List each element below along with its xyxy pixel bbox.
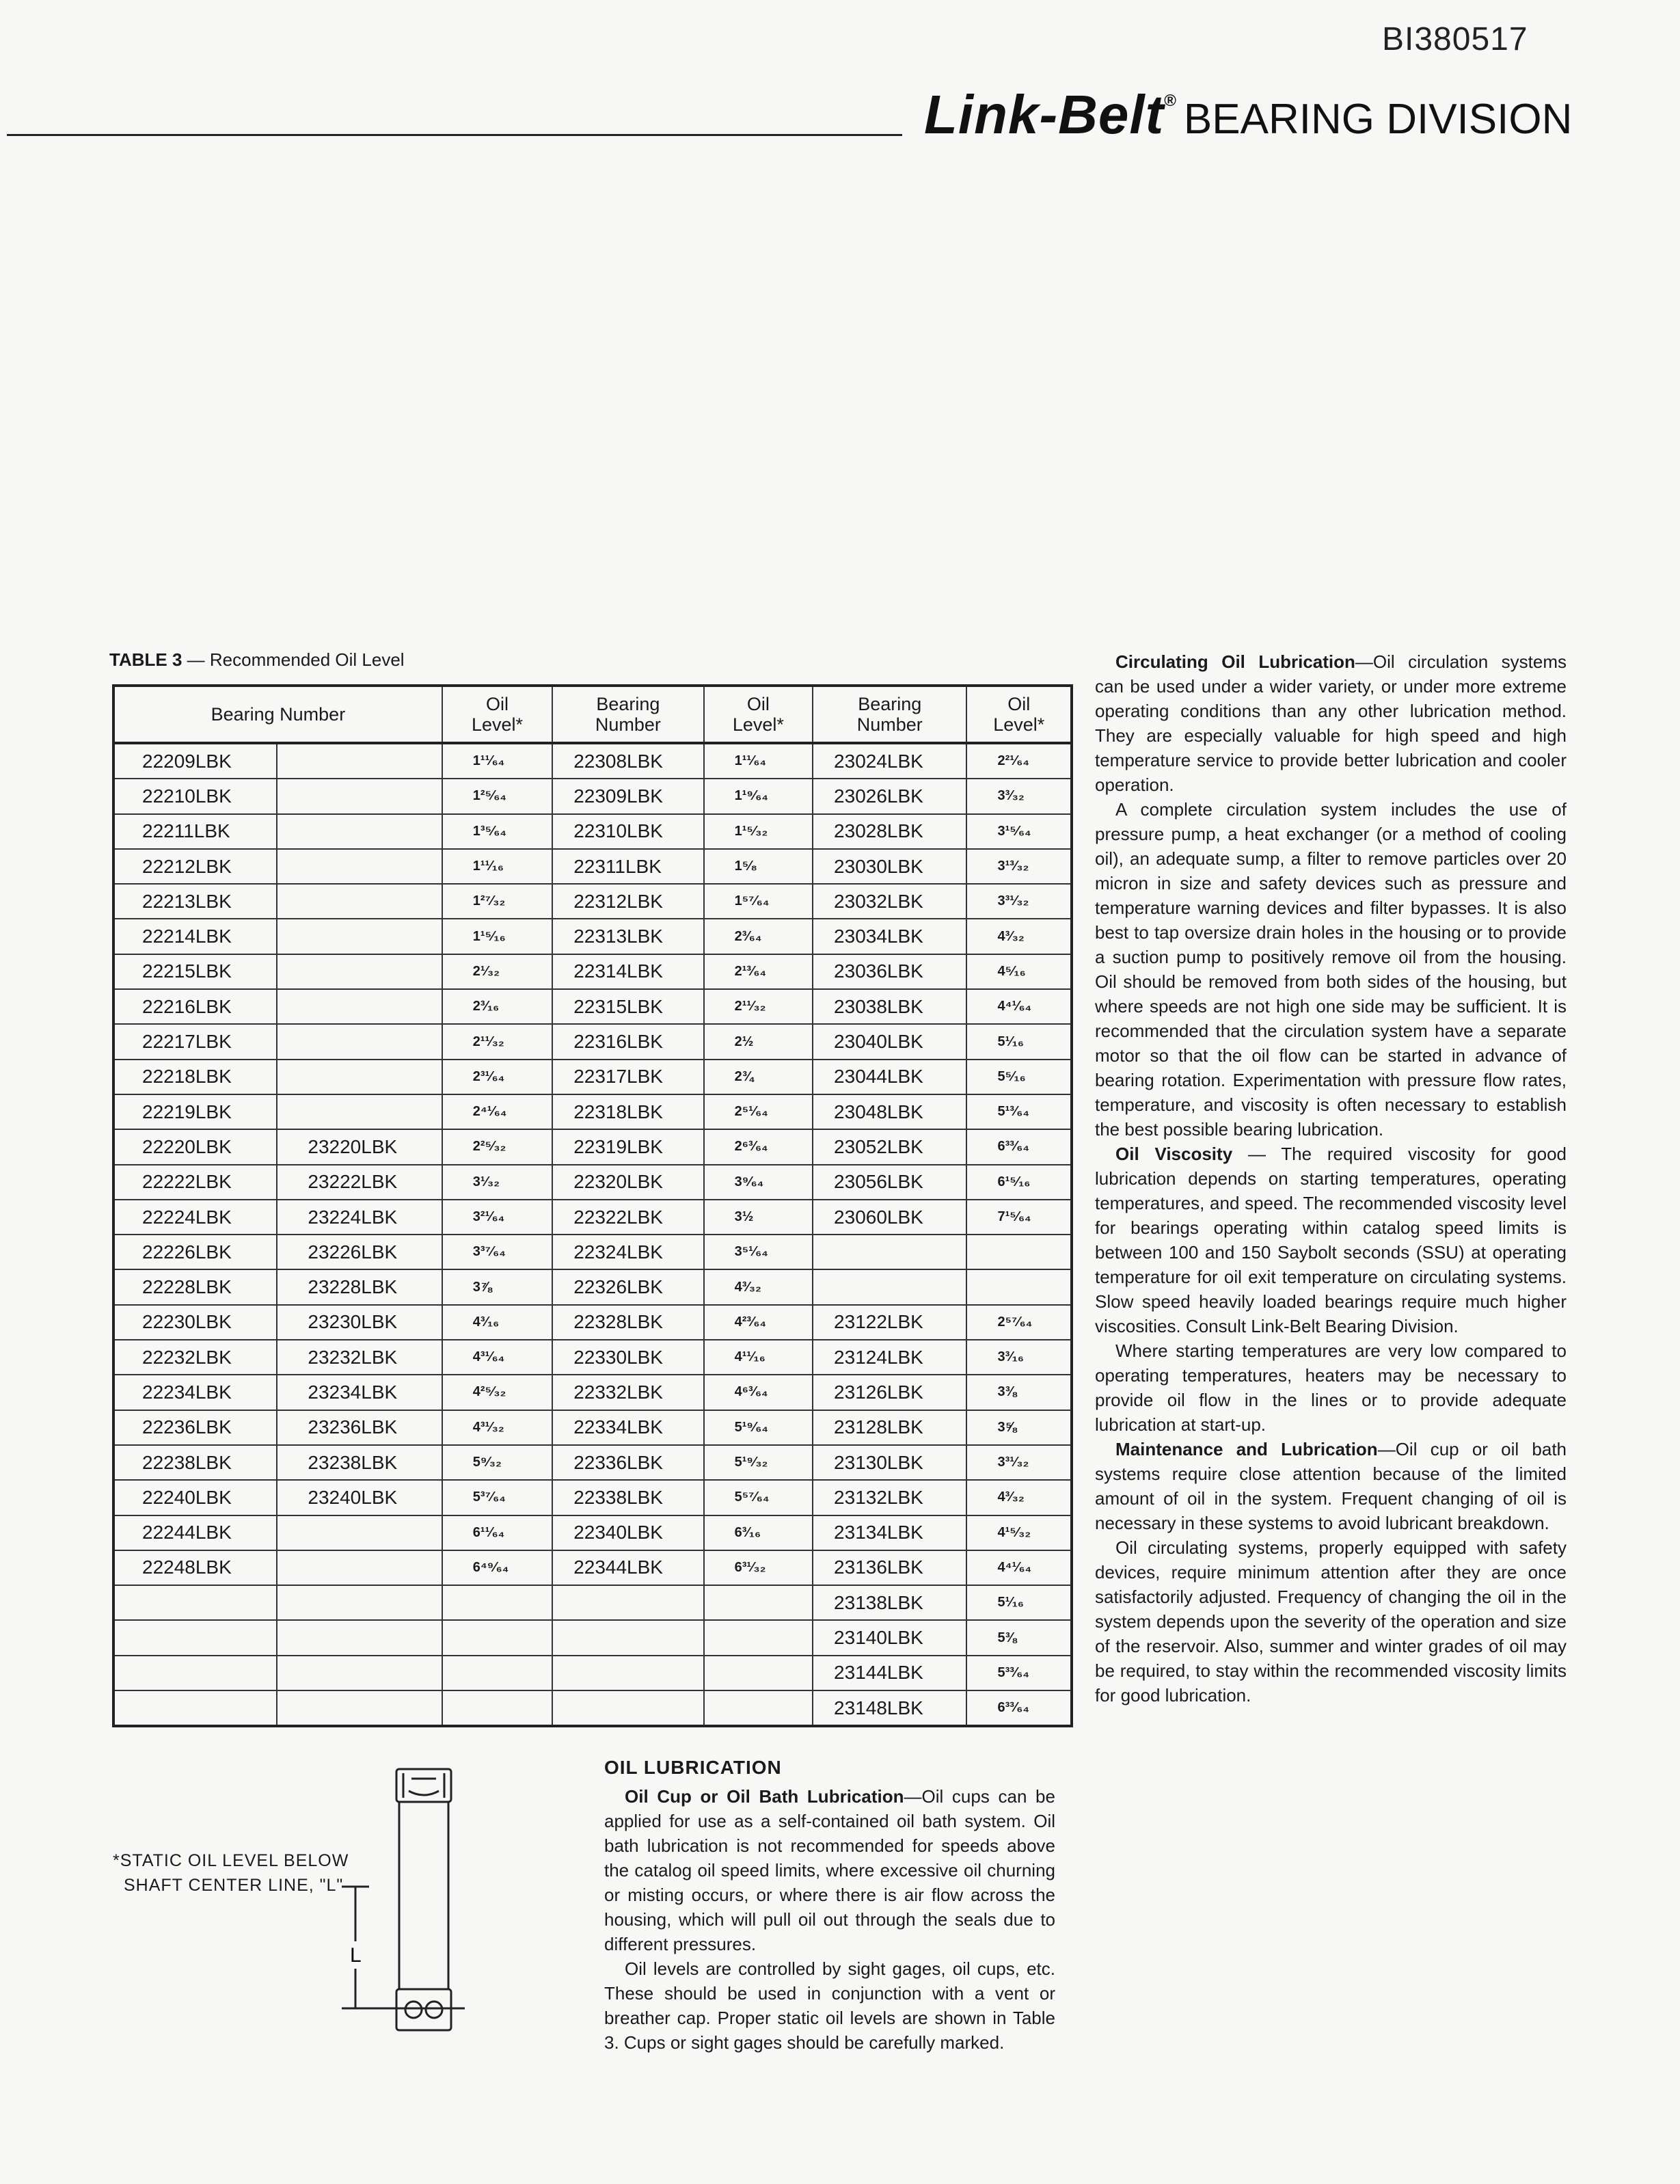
bearing-number-cell xyxy=(113,1656,277,1690)
bearing-number-cell xyxy=(552,1620,703,1655)
paragraph-oil-levels: Oil levels are controlled by sight gages, oil cups, etc. These should be used in conjunction with a vent or breather cap. Proper static oil levels are shown in Table 3. Cups or sight gages should be carefully marked. xyxy=(604,1958,1055,2053)
bearing-number-cell: 22212LBK xyxy=(113,849,277,884)
oil-level-cell: 5¹⁄₁₆ xyxy=(966,1024,1072,1059)
bearing-housing-diagram xyxy=(328,1764,465,2044)
oil-level-cell: 2¾ xyxy=(704,1060,813,1094)
bearing-number-cell xyxy=(277,1060,442,1094)
bearing-number-cell: 22228LBK xyxy=(113,1269,277,1304)
oil-level-cell: 2⁵¹⁄₆₄ xyxy=(704,1094,813,1129)
header-rule xyxy=(7,134,902,136)
oil-level-cell xyxy=(442,1690,552,1726)
oil-level-cell: 5⁵⁷⁄₆₄ xyxy=(704,1480,813,1515)
table-row xyxy=(113,989,1072,1024)
oil-level-cell: 2¹¹⁄₃₂ xyxy=(442,1024,552,1059)
bearing-number-cell xyxy=(277,919,442,954)
oil-level-cell: 3³⁄₁₆ xyxy=(966,1340,1072,1375)
table-header-cell: Bearing Number xyxy=(813,686,966,743)
bearing-number-cell: 22340LBK xyxy=(552,1515,703,1550)
bearing-number-cell: 22332LBK xyxy=(552,1375,703,1410)
oil-level-cell: 4¹⁵⁄₃₂ xyxy=(966,1515,1072,1550)
oil-level-cell: 4²⁵⁄₃₂ xyxy=(442,1375,552,1410)
oil-level-cell: 4⁵⁄₁₆ xyxy=(966,954,1072,989)
oil-level-cell: 3³⁄₃₂ xyxy=(966,779,1072,813)
bearing-number-cell: 22344LBK xyxy=(552,1550,703,1585)
table-row xyxy=(113,1445,1072,1480)
oil-level-cell: 7¹⁵⁄₆₄ xyxy=(966,1200,1072,1235)
bearing-number-cell xyxy=(277,814,442,849)
bearing-number-cell: 23230LBK xyxy=(277,1305,442,1340)
oil-level-cell: 1⁵⁄₈ xyxy=(704,849,813,884)
bearing-number-cell: 22315LBK xyxy=(552,989,703,1024)
bearing-number-cell: 23128LBK xyxy=(813,1410,966,1445)
table-row xyxy=(113,1656,1072,1690)
oil-lubrication-column xyxy=(604,1784,1055,2055)
paragraph-circulating: Circulating Oil Lubrication—Oil circulation systems can be used under a wider variety, or under more extreme operating conditions than any other lubrication method. They are especially valuable for high speed and high temperature service to provide better lubrication and cooler operation. xyxy=(1095,651,1567,795)
bearing-number-cell: 22248LBK xyxy=(113,1550,277,1585)
oil-level-cell: 2²⁵⁄₃₂ xyxy=(442,1129,552,1164)
table-row xyxy=(113,1620,1072,1655)
bearing-number-cell: 23038LBK xyxy=(813,989,966,1024)
table-row xyxy=(113,1129,1072,1164)
oil-level-cell: 5⅜ xyxy=(966,1620,1072,1655)
table-header-row xyxy=(113,686,1072,743)
oil-level-cell: 4³¹⁄₆₄ xyxy=(442,1340,552,1375)
bearing-number-cell xyxy=(277,1690,442,1726)
oil-level-cell: 4³⁄₃₂ xyxy=(966,1480,1072,1515)
bearing-number-cell: 22222LBK xyxy=(113,1165,277,1200)
table-row xyxy=(113,814,1072,849)
bearing-number-cell: 22313LBK xyxy=(552,919,703,954)
bearing-number-cell: 23228LBK xyxy=(277,1269,442,1304)
bearing-number-cell: 23122LBK xyxy=(813,1305,966,1340)
bearing-number-cell xyxy=(277,1620,442,1655)
bearing-number-cell: 23236LBK xyxy=(277,1410,442,1445)
right-text-column xyxy=(1095,649,1567,1708)
bearing-number-cell: 23232LBK xyxy=(277,1340,442,1375)
table-row xyxy=(113,1305,1072,1340)
bearing-number-cell: 22328LBK xyxy=(552,1305,703,1340)
oil-level-cell xyxy=(442,1585,552,1620)
table-row xyxy=(113,1340,1072,1375)
bearing-number-cell xyxy=(277,954,442,989)
bearing-number-cell xyxy=(277,743,442,779)
bearing-number-cell: 22322LBK xyxy=(552,1200,703,1235)
bearing-number-cell xyxy=(277,779,442,813)
bearing-number-cell: 22314LBK xyxy=(552,954,703,989)
bearing-number-cell xyxy=(552,1656,703,1690)
table-row xyxy=(113,1515,1072,1550)
oil-level-cell: 6⁴⁹⁄₆₄ xyxy=(442,1550,552,1585)
bearing-number-cell: 23132LBK xyxy=(813,1480,966,1515)
oil-level-cell: 5¹⁹⁄₆₄ xyxy=(704,1410,813,1445)
paragraph-oil-cup: Oil Cup or Oil Bath Lubrication—Oil cups can be applied for use as a self-contained oil bath system. Oil bath lubrication is not recommended for speeds above the catalog oil speed limits, where excessive oil churning or misting occurs, or where there is air flow across the housing, which will pull oil out through the seals due to different pressures. xyxy=(604,1786,1055,1954)
table-header-cell: Oil Level* xyxy=(704,686,813,743)
bearing-number-cell: 22216LBK xyxy=(113,989,277,1024)
oil-level-cell: 5³⁷⁄₆₄ xyxy=(442,1480,552,1515)
bearing-number-cell: 22238LBK xyxy=(113,1445,277,1480)
oil-level-cell: 6¹⁵⁄₁₆ xyxy=(966,1165,1072,1200)
bearing-number-cell: 22319LBK xyxy=(552,1129,703,1164)
bearing-number-cell: 22320LBK xyxy=(552,1165,703,1200)
bearing-number-cell: 23044LBK xyxy=(813,1060,966,1094)
bearing-number-cell: 22213LBK xyxy=(113,884,277,919)
oil-level-cell: 1²⁷⁄₃₂ xyxy=(442,884,552,919)
oil-lubrication-title: OIL LUBRICATION xyxy=(604,1757,782,1778)
oil-level-cell: 2⁵⁷⁄₆₄ xyxy=(966,1305,1072,1340)
oil-level-cell: 4⁶³⁄₆₄ xyxy=(704,1375,813,1410)
bearing-number-cell: 22326LBK xyxy=(552,1269,703,1304)
bearing-number-cell: 22336LBK xyxy=(552,1445,703,1480)
bearing-number-cell: 22318LBK xyxy=(552,1094,703,1129)
bearing-number-cell xyxy=(277,849,442,884)
oil-level-cell: 2³⁄₆₄ xyxy=(704,919,813,954)
diagram-note: *STATIC OIL LEVEL BELOW SHAFT CENTER LINE, "L" xyxy=(113,1851,349,1895)
bearing-number-cell: 22312LBK xyxy=(552,884,703,919)
paragraph-maintenance: Maintenance and Lubrication—Oil cup or oil bath systems require close attention because of the limited amount of oil in the system. Frequent changing of oil is necessary in these systems to avoid lubricant breakdown. xyxy=(1095,1439,1567,1533)
bearing-number-cell: 22334LBK xyxy=(552,1410,703,1445)
oil-level-cell: 5¹⁹⁄₃₂ xyxy=(704,1445,813,1480)
table-row xyxy=(113,1094,1072,1129)
bearing-number-cell: 22311LBK xyxy=(552,849,703,884)
oil-level-cell: 6³³⁄₆₄ xyxy=(966,1129,1072,1164)
bearing-number-cell: 22317LBK xyxy=(552,1060,703,1094)
bearing-number-cell xyxy=(552,1690,703,1726)
table-row xyxy=(113,779,1072,813)
oil-level-cell xyxy=(442,1620,552,1655)
bearing-number-cell: 23060LBK xyxy=(813,1200,966,1235)
oil-level-cell xyxy=(966,1269,1072,1304)
table-caption: TABLE 3 — Recommended Oil Level xyxy=(109,649,405,670)
oil-level-cell: 3⅞ xyxy=(442,1269,552,1304)
oil-level-cell: 1¹¹⁄₁₆ xyxy=(442,849,552,884)
table-row xyxy=(113,1165,1072,1200)
bearing-number-cell: 23134LBK xyxy=(813,1515,966,1550)
oil-level-cell: 3⅝ xyxy=(966,1410,1072,1445)
oil-level-cell: 4³⁄₃₂ xyxy=(704,1269,813,1304)
bearing-number-cell: 23036LBK xyxy=(813,954,966,989)
oil-level-cell: 3³⁷⁄₆₄ xyxy=(442,1235,552,1269)
oil-level-cell: 4⁴¹⁄₆₄ xyxy=(966,1550,1072,1585)
oil-level-cell: 5⁹⁄₃₂ xyxy=(442,1445,552,1480)
oil-level-cell: 2²¹⁄₆₄ xyxy=(966,743,1072,779)
bearing-number-cell: 22209LBK xyxy=(113,743,277,779)
bearing-number-cell: 23034LBK xyxy=(813,919,966,954)
oil-level-cell: 3¹⁵⁄₆₄ xyxy=(966,814,1072,849)
oil-level-cell: 6³³⁄₆₄ xyxy=(966,1690,1072,1726)
brand-logo: Link-Belt® xyxy=(924,84,1177,145)
oil-level-cell: 2⁴¹⁄₆₄ xyxy=(442,1094,552,1129)
oil-level-cell: 3³¹⁄₃₂ xyxy=(966,1445,1072,1480)
bearing-number-cell: 22232LBK xyxy=(113,1340,277,1375)
diagram-label-L: L xyxy=(350,1944,362,1967)
oil-level-cell: 2½ xyxy=(704,1024,813,1059)
oil-level-table xyxy=(112,684,1073,1727)
oil-level-cell: 6³⁄₁₆ xyxy=(704,1515,813,1550)
table-row xyxy=(113,1375,1072,1410)
oil-level-cell xyxy=(704,1690,813,1726)
table-row xyxy=(113,1585,1072,1620)
bearing-number-cell: 22214LBK xyxy=(113,919,277,954)
bearing-number-cell: 23144LBK xyxy=(813,1656,966,1690)
bearing-number-cell xyxy=(113,1585,277,1620)
bearing-number-cell xyxy=(277,1656,442,1690)
bearing-number-cell xyxy=(277,1515,442,1550)
table-header-cell: Bearing Number xyxy=(113,686,442,743)
table-row xyxy=(113,1200,1072,1235)
paragraph-starting-temps: Where starting temperatures are very low compared to operating temperatures, heaters may be necessary to provide oil flow in the lines or to provide adequate lubrication at start-up. xyxy=(1095,1340,1567,1435)
bearing-number-cell: 22240LBK xyxy=(113,1480,277,1515)
bearing-number-cell: 22226LBK xyxy=(113,1235,277,1269)
brand-division: BEARING DIVISION xyxy=(1183,96,1573,143)
bearing-number-cell: 22217LBK xyxy=(113,1024,277,1059)
oil-level-cell xyxy=(704,1620,813,1655)
oil-level-cell: 4³¹⁄₃₂ xyxy=(442,1410,552,1445)
document-id: BI380517 xyxy=(1382,21,1528,57)
table-row xyxy=(113,743,1072,779)
bearing-number-cell: 23226LBK xyxy=(277,1235,442,1269)
bearing-number-cell: 23124LBK xyxy=(813,1340,966,1375)
oil-level-cell: 1³⁵⁄₆₄ xyxy=(442,814,552,849)
table-row xyxy=(113,1060,1072,1094)
bearing-number-cell: 22230LBK xyxy=(113,1305,277,1340)
oil-level-cell: 2³¹⁄₆₄ xyxy=(442,1060,552,1094)
bearing-number-cell: 23056LBK xyxy=(813,1165,966,1200)
table-row xyxy=(113,884,1072,919)
table-row xyxy=(113,1024,1072,1059)
bearing-number-cell: 23024LBK xyxy=(813,743,966,779)
paragraph-viscosity: Oil Viscosity — The required viscosity for good lubrication depends on starting temperatures, operating temperatures, and speed. The recommended viscosity level for bearings operating within catalog speed limits is between 100 and 150 Saybolt seconds (SSU) at operating temperature for oil exit temperature on circulating systems. Slow speed heavily loaded bearings require much higher viscosities. Consult Link-Belt Bearing Division. xyxy=(1095,1144,1567,1336)
oil-level-cell: 3¹³⁄₃₂ xyxy=(966,849,1072,884)
table-row xyxy=(113,1410,1072,1445)
table-row xyxy=(113,1235,1072,1269)
bearing-number-cell xyxy=(113,1620,277,1655)
oil-level-cell: 3⁹⁄₆₄ xyxy=(704,1165,813,1200)
bearing-number-cell xyxy=(277,1550,442,1585)
oil-level-cell: 2³⁄₁₆ xyxy=(442,989,552,1024)
bearing-number-cell: 23234LBK xyxy=(277,1375,442,1410)
brand-header xyxy=(924,83,1572,146)
bearing-number-cell xyxy=(277,1585,442,1620)
bearing-number-cell: 23028LBK xyxy=(813,814,966,849)
table-row xyxy=(113,919,1072,954)
bearing-number-cell: 23130LBK xyxy=(813,1445,966,1480)
oil-level-cell: 4¹¹⁄₁₆ xyxy=(704,1340,813,1375)
bearing-number-cell xyxy=(813,1269,966,1304)
bearing-number-cell xyxy=(552,1585,703,1620)
oil-level-cell: 3³¹⁄₃₂ xyxy=(966,884,1072,919)
bearing-number-cell: 22310LBK xyxy=(552,814,703,849)
oil-level-cell: 3¹⁄₃₂ xyxy=(442,1165,552,1200)
bearing-number-cell: 23140LBK xyxy=(813,1620,966,1655)
oil-level-cell: 1⁵⁷⁄₆₄ xyxy=(704,884,813,919)
bearing-number-cell: 23136LBK xyxy=(813,1550,966,1585)
oil-level-cell: 1¹¹⁄₆₄ xyxy=(442,743,552,779)
oil-level-cell: 5³³⁄₆₄ xyxy=(966,1656,1072,1690)
bearing-number-cell xyxy=(277,1094,442,1129)
bearing-number-cell: 23040LBK xyxy=(813,1024,966,1059)
oil-level-cell: 1¹⁵⁄₃₂ xyxy=(704,814,813,849)
table-row xyxy=(113,1480,1072,1515)
table-row xyxy=(113,1550,1072,1585)
oil-level-cell xyxy=(704,1585,813,1620)
bearing-number-cell: 22338LBK xyxy=(552,1480,703,1515)
paragraph-circulation-system: A complete circulation system includes the use of pressure pump, a heat exchanger (or a method of cooling oil), an adequate sump, a filter to remove particles over 20 micron in size and safety devices such as pressure and temperature warning devices and filter bypasses. It is also best to tap oversize drain holes in the housing or to provide a suction pump to positively remove oil from the housing. Oil should be removed from both sides of the housing, but where speeds are not high one side may be sufficient. It is recommended that the circulation system have a separate motor so that the oil flow can be started in advance of bearing rotation. Experimentation with pressure flow rates, temperature, and viscosity is often necessary to establish the best possible bearing lubrication. xyxy=(1095,799,1567,1140)
paragraph-circulating-systems: Oil circulating systems, properly equipped with safety devices, require minimum attention after they are once satisfactorily adjusted. Frequency of changing the oil in the system depends upon the severity of the operation and size of the reservoir. Also, summer and winter grades of oil may be required, to stay within the recommended viscosity limits for good lubrication. xyxy=(1095,1537,1567,1706)
oil-level-cell: 1¹⁹⁄₆₄ xyxy=(704,779,813,813)
oil-level-cell: 5¹⁄₁₆ xyxy=(966,1585,1072,1620)
bearing-number-cell: 23238LBK xyxy=(277,1445,442,1480)
oil-level-cell xyxy=(704,1656,813,1690)
oil-level-cell: 5⁵⁄₁₆ xyxy=(966,1060,1072,1094)
table-row xyxy=(113,1269,1072,1304)
table-row xyxy=(113,849,1072,884)
bearing-number-cell: 22215LBK xyxy=(113,954,277,989)
bearing-number-cell: 22236LBK xyxy=(113,1410,277,1445)
bearing-number-cell xyxy=(113,1690,277,1726)
oil-level-cell xyxy=(442,1656,552,1690)
bearing-number-cell: 22244LBK xyxy=(113,1515,277,1550)
oil-level-cell: 2¹¹⁄₃₂ xyxy=(704,989,813,1024)
oil-level-cell: 1¹⁵⁄₁₆ xyxy=(442,919,552,954)
bearing-number-cell: 22219LBK xyxy=(113,1094,277,1129)
table-header-cell: Oil Level* xyxy=(966,686,1072,743)
bearing-number-cell: 22210LBK xyxy=(113,779,277,813)
oil-level-cell: 3⅜ xyxy=(966,1375,1072,1410)
bearing-number-cell: 23148LBK xyxy=(813,1690,966,1726)
bearing-number-cell: 23048LBK xyxy=(813,1094,966,1129)
oil-level-cell: 4⁴¹⁄₆₄ xyxy=(966,989,1072,1024)
bearing-number-cell: 22211LBK xyxy=(113,814,277,849)
oil-level-cell: 3²¹⁄₆₄ xyxy=(442,1200,552,1235)
oil-level-cell: 4³⁄₁₆ xyxy=(442,1305,552,1340)
oil-level-cell xyxy=(966,1235,1072,1269)
oil-level-cell: 2⁶³⁄₆₄ xyxy=(704,1129,813,1164)
bearing-number-cell: 22308LBK xyxy=(552,743,703,779)
bearing-number-cell: 22234LBK xyxy=(113,1375,277,1410)
bearing-number-cell: 22218LBK xyxy=(113,1060,277,1094)
oil-level-cell: 4³⁄₃₂ xyxy=(966,919,1072,954)
table-row xyxy=(113,1690,1072,1726)
bearing-number-cell xyxy=(813,1235,966,1269)
table-header-cell: Bearing Number xyxy=(552,686,703,743)
bearing-number-cell: 23126LBK xyxy=(813,1375,966,1410)
bearing-number-cell: 23240LBK xyxy=(277,1480,442,1515)
bearing-number-cell: 22224LBK xyxy=(113,1200,277,1235)
bearing-number-cell: 22220LBK xyxy=(113,1129,277,1164)
bearing-number-cell: 22330LBK xyxy=(552,1340,703,1375)
bearing-number-cell: 23032LBK xyxy=(813,884,966,919)
oil-level-cell: 2¹³⁄₆₄ xyxy=(704,954,813,989)
oil-level-cell: 5¹³⁄₆₄ xyxy=(966,1094,1072,1129)
bearing-number-cell: 23222LBK xyxy=(277,1165,442,1200)
bearing-number-cell: 22316LBK xyxy=(552,1024,703,1059)
bearing-number-cell: 23030LBK xyxy=(813,849,966,884)
oil-level-cell: 1¹¹⁄₆₄ xyxy=(704,743,813,779)
table-header-cell: Oil Level* xyxy=(442,686,552,743)
oil-level-cell: 3½ xyxy=(704,1200,813,1235)
bearing-number-cell: 23026LBK xyxy=(813,779,966,813)
bearing-number-cell: 22324LBK xyxy=(552,1235,703,1269)
bearing-number-cell xyxy=(277,1024,442,1059)
bearing-number-cell xyxy=(277,884,442,919)
bearing-number-cell: 23052LBK xyxy=(813,1129,966,1164)
oil-level-cell: 1²⁵⁄₆₄ xyxy=(442,779,552,813)
oil-level-cell: 4²³⁄₆₄ xyxy=(704,1305,813,1340)
bearing-number-cell: 23138LBK xyxy=(813,1585,966,1620)
oil-level-cell: 6¹¹⁄₆₄ xyxy=(442,1515,552,1550)
bearing-number-cell: 23224LBK xyxy=(277,1200,442,1235)
bearing-number-cell: 23220LBK xyxy=(277,1129,442,1164)
bearing-number-cell xyxy=(277,989,442,1024)
oil-level-cell: 6³¹⁄₃₂ xyxy=(704,1550,813,1585)
bearing-number-cell: 22309LBK xyxy=(552,779,703,813)
table-row xyxy=(113,954,1072,989)
oil-level-cell: 3⁵¹⁄₆₄ xyxy=(704,1235,813,1269)
oil-level-cell: 2¹⁄₃₂ xyxy=(442,954,552,989)
